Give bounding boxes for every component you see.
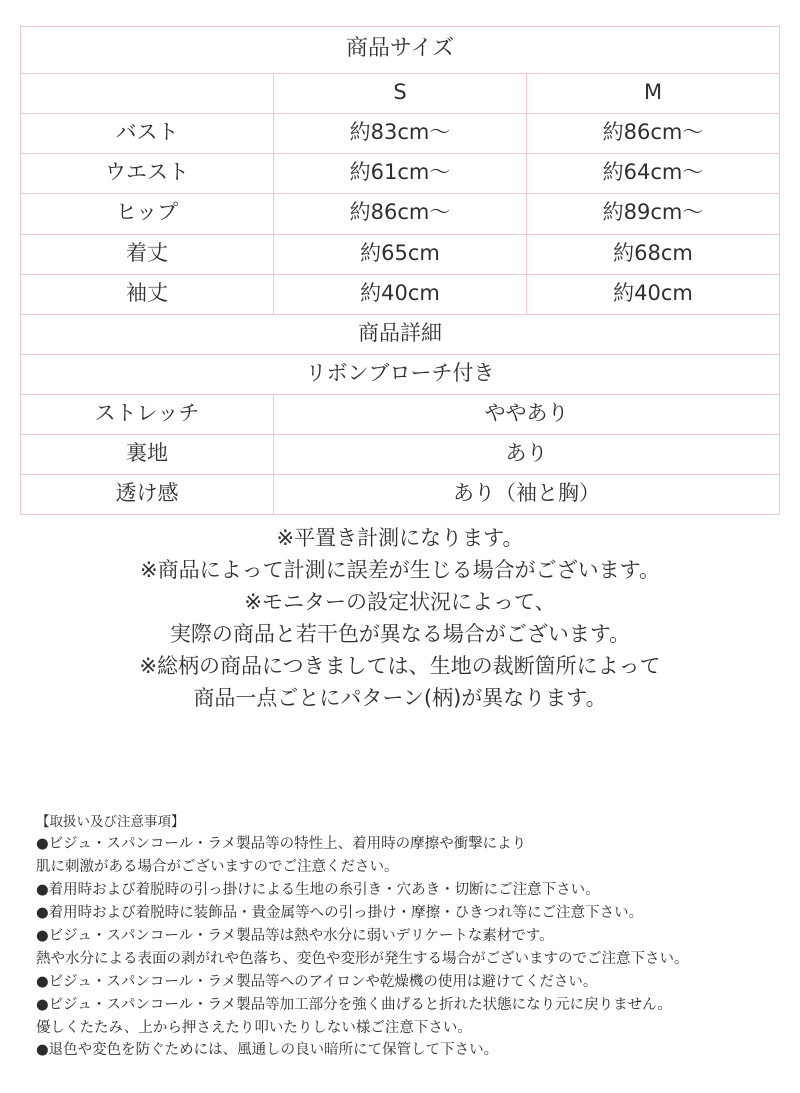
care-line: ●ビジュ・スパンコール・ラメ製品等は熱や水分に弱いデリケートな素材です。 bbox=[36, 927, 554, 944]
row-label: ストレッチ bbox=[21, 394, 274, 434]
note-line: 商品一点ごとにパターン(柄)が異なります。 bbox=[193, 685, 607, 710]
table-row bbox=[21, 394, 780, 434]
row-value: あり（袖と胸） bbox=[274, 475, 780, 515]
product-size-table bbox=[20, 26, 780, 515]
row-label: バスト bbox=[21, 114, 274, 154]
row-value-m: 約64cm〜 bbox=[527, 154, 780, 194]
care-line: 肌に刺激がある場合がございますのでご注意ください。 bbox=[36, 859, 399, 876]
care-line: ●着用時および着脱時に装飾品・貴金属等への引っ掛け・摩擦・ひきつれ等にご注意下さい。 bbox=[36, 905, 644, 922]
header-size-m: M bbox=[527, 74, 780, 114]
table-row bbox=[21, 114, 780, 154]
table-row bbox=[21, 475, 780, 515]
table-row bbox=[21, 154, 780, 194]
row-label: 袖丈 bbox=[21, 274, 274, 314]
row-value: あり bbox=[274, 435, 780, 475]
detail-title-row bbox=[21, 314, 780, 354]
header-blank bbox=[21, 74, 274, 114]
row-label: 着丈 bbox=[21, 234, 274, 274]
row-value-s: 約86cm〜 bbox=[274, 194, 527, 234]
measurement-notes bbox=[0, 523, 800, 714]
care-line: ●着用時および着脱時の引っ掛けによる生地の糸引き・穴あき・切断にご注意下さい。 bbox=[36, 882, 600, 899]
note-line: ※総柄の商品につきましては、生地の裁断箇所によって bbox=[139, 653, 661, 678]
care-line: 熱や水分による表面の剥がれや色落ち、変色や変形が発生する場合がございますのでご注意下さい。 bbox=[36, 950, 689, 967]
row-label: 裏地 bbox=[21, 435, 274, 475]
row-value: ややあり bbox=[274, 394, 780, 434]
care-line: ●退色や変色を防ぐためには、風通しの良い暗所にて保管して下さい。 bbox=[36, 1042, 499, 1059]
care-line: ●ビジュ・スパンコール・ラメ製品等加工部分を強く曲げると折れた状態になり元に戻りません。 bbox=[36, 996, 673, 1013]
row-value-m: 約68cm bbox=[527, 234, 780, 274]
row-label: 透け感 bbox=[21, 475, 274, 515]
row-value-s: 約65cm bbox=[274, 234, 527, 274]
detail-note: リボンブローチ付き bbox=[21, 354, 780, 394]
header-size-s: S bbox=[274, 74, 527, 114]
row-label: ウエスト bbox=[21, 154, 274, 194]
table-title: 商品サイズ bbox=[21, 27, 780, 74]
care-line: ●ビジュ・スパンコール・ラメ製品等へのアイロンや乾燥機の使用は避けてください。 bbox=[36, 973, 598, 990]
row-value-s: 約40cm bbox=[274, 274, 527, 314]
table-row bbox=[21, 234, 780, 274]
table-row bbox=[21, 435, 780, 475]
note-line: ※平置き計測になります。 bbox=[276, 526, 524, 551]
table-row bbox=[21, 274, 780, 314]
row-label: ヒップ bbox=[21, 194, 274, 234]
row-value-s: 約83cm〜 bbox=[274, 114, 527, 154]
table-row bbox=[21, 194, 780, 234]
care-title: 【取扱い及び注意事項】 bbox=[36, 814, 185, 830]
table-header-row bbox=[21, 74, 780, 114]
row-value-m: 約40cm bbox=[527, 274, 780, 314]
row-value-m: 約86cm〜 bbox=[527, 114, 780, 154]
care-line: ●ビジュ・スパンコール・ラメ製品等の特性上、着用時の摩擦や衝撃により bbox=[36, 836, 527, 853]
row-value-s: 約61cm〜 bbox=[274, 154, 527, 194]
detail-title: 商品詳細 bbox=[21, 314, 780, 354]
care-instructions bbox=[36, 812, 776, 1062]
care-line: 優しくたたみ、上から押さえたり叩いたりしない様ご注意下さい。 bbox=[36, 1019, 472, 1036]
note-line: ※モニターの設定状況によって、 bbox=[244, 590, 556, 615]
note-line: ※商品によって計測に誤差が生じる場合がございます。 bbox=[140, 558, 660, 583]
row-value-m: 約89cm〜 bbox=[527, 194, 780, 234]
detail-note-row bbox=[21, 354, 780, 394]
table-title-row bbox=[21, 27, 780, 74]
product-size-document bbox=[0, 26, 800, 1093]
note-line: 実際の商品と若干色が異なる場合がございます。 bbox=[169, 621, 631, 646]
